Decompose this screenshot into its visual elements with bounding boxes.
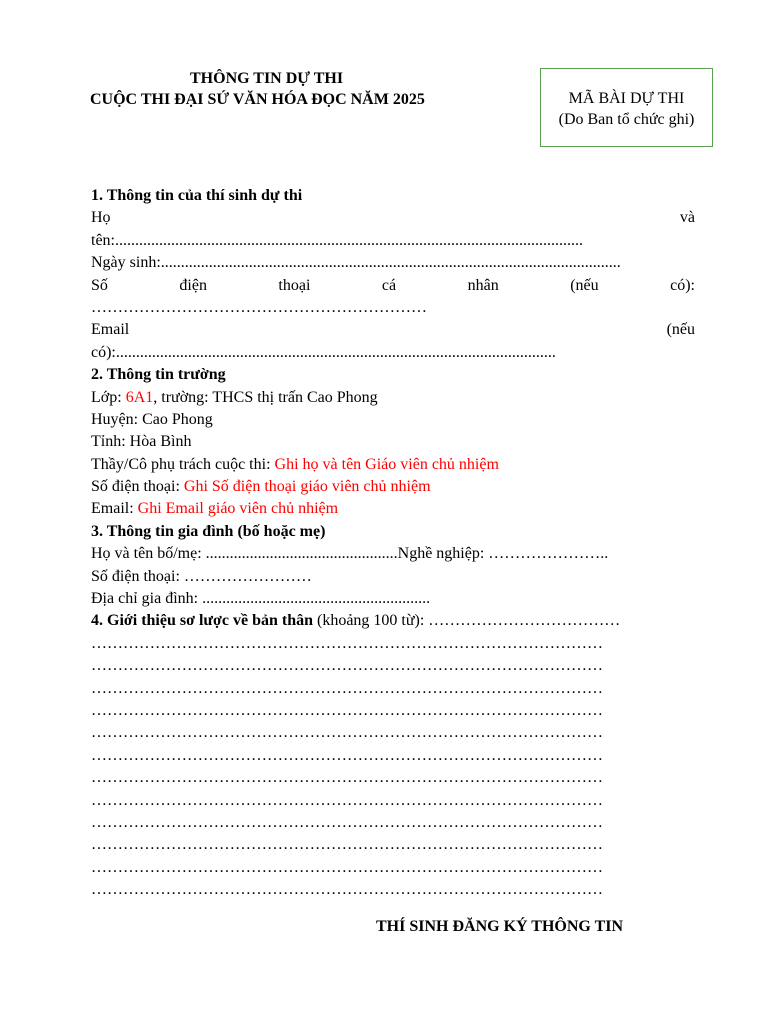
name-field: tên:..................................................................................................................... — [91, 231, 583, 249]
name-field-label — [91, 207, 695, 229]
intro-line: …………………………………………………………………………………… — [91, 836, 603, 854]
intro-line: …………………………………………………………………………………… — [91, 746, 603, 764]
teacher-email-value: Ghi Email giáo viên chủ nhiệm — [137, 500, 339, 518]
phone-word: cá — [381, 276, 397, 294]
class-school-line — [91, 387, 695, 409]
district-line: Huyện: Cao Phong — [91, 410, 213, 428]
dob-field: Ngày sinh:................................................................................................................... — [91, 254, 621, 272]
intro-line: …………………………………………………………………………………… — [91, 769, 603, 787]
parent-field: Họ và tên bố/mẹ: ................................................Nghề nghiệp: ………………….. — [91, 545, 609, 563]
entry-code-note: (Do Ban tổ chức ghi) — [558, 111, 695, 128]
intro-line: …………………………………………………………………………………… — [91, 657, 603, 675]
form-body — [91, 185, 695, 902]
teacher-line — [91, 454, 695, 476]
section3-title: 3. Thông tin gia đình (bố hoặc mẹ) — [91, 522, 326, 540]
intro-line: …………………………………………………………………………………… — [91, 791, 603, 809]
teacher-email-label: Email: — [91, 500, 138, 518]
phone-word: (nếu — [570, 276, 599, 294]
phone-word: nhân — [467, 276, 499, 294]
class-label: Lớp: — [91, 388, 126, 406]
school-value: , trường: THCS thị trấn Cao Phong — [153, 388, 378, 406]
intro-line: …………………………………………………………………………………… — [91, 881, 603, 899]
name-word: và — [679, 209, 695, 227]
section4-hint: (khoảng 100 từ): ……………………………… — [312, 612, 621, 630]
phone-word: điện — [179, 276, 207, 294]
intro-line: …………………………………………………………………………………… — [91, 701, 603, 719]
phone-word: thoại — [278, 276, 311, 294]
email-word: Email — [91, 321, 130, 339]
teacher-email-line — [91, 498, 695, 520]
parent-phone-field: Số điện thoại: …………………… — [91, 567, 312, 585]
name-word: Họ — [91, 209, 111, 227]
class-value: 6A1 — [125, 388, 154, 406]
entry-code-box — [540, 68, 713, 147]
phone-field: ……………………………………………………… — [91, 298, 427, 316]
email-word: (nếu — [666, 321, 695, 339]
section1-title: 1. Thông tin của thí sinh dự thi — [91, 187, 303, 204]
phone-word: Số — [91, 276, 108, 294]
province-line: Tỉnh: Hòa Bình — [91, 433, 192, 451]
form-subtitle: CUỘC THI ĐẠI SỨ VĂN HÓA ĐỌC NĂM 2025 — [90, 91, 425, 108]
intro-line: …………………………………………………………………………………… — [91, 724, 603, 742]
section2-title: 2. Thông tin trường — [91, 366, 226, 384]
form-title: THÔNG TIN DỰ THI — [190, 70, 344, 87]
entry-code-label: MÃ BÀI DỰ THI — [568, 90, 685, 107]
teacher-label: Thầy/Cô phụ trách cuộc thi: — [91, 455, 275, 473]
teacher-phone-value: Ghi Số điện thoại giáo viên chủ nhiệm — [183, 478, 431, 496]
address-field: Địa chỉ gia đình: ......................................................... — [91, 590, 431, 608]
intro-line: …………………………………………………………………………………… — [91, 634, 603, 652]
section4-title: 4. Giới thiệu sơ lược về bản thân — [91, 612, 313, 630]
intro-line: …………………………………………………………………………………… — [91, 858, 603, 876]
phone-field-label — [91, 275, 695, 297]
intro-line: …………………………………………………………………………………… — [91, 813, 603, 831]
signature-label: THÍ SINH ĐĂNG KÝ THÔNG TIN — [376, 918, 624, 935]
teacher-phone-label: Số điện thoại: — [91, 478, 184, 496]
phone-word: có): — [670, 276, 695, 294]
intro-line: …………………………………………………………………………………… — [91, 679, 603, 697]
teacher-value: Ghi họ và tên Giáo viên chủ nhiệm — [274, 455, 499, 473]
form-header — [90, 68, 490, 110]
email-field-label — [91, 319, 695, 341]
section4-header — [91, 610, 695, 632]
email-field: có):.............................................................................................................. — [91, 343, 556, 361]
teacher-phone-line — [91, 476, 695, 498]
